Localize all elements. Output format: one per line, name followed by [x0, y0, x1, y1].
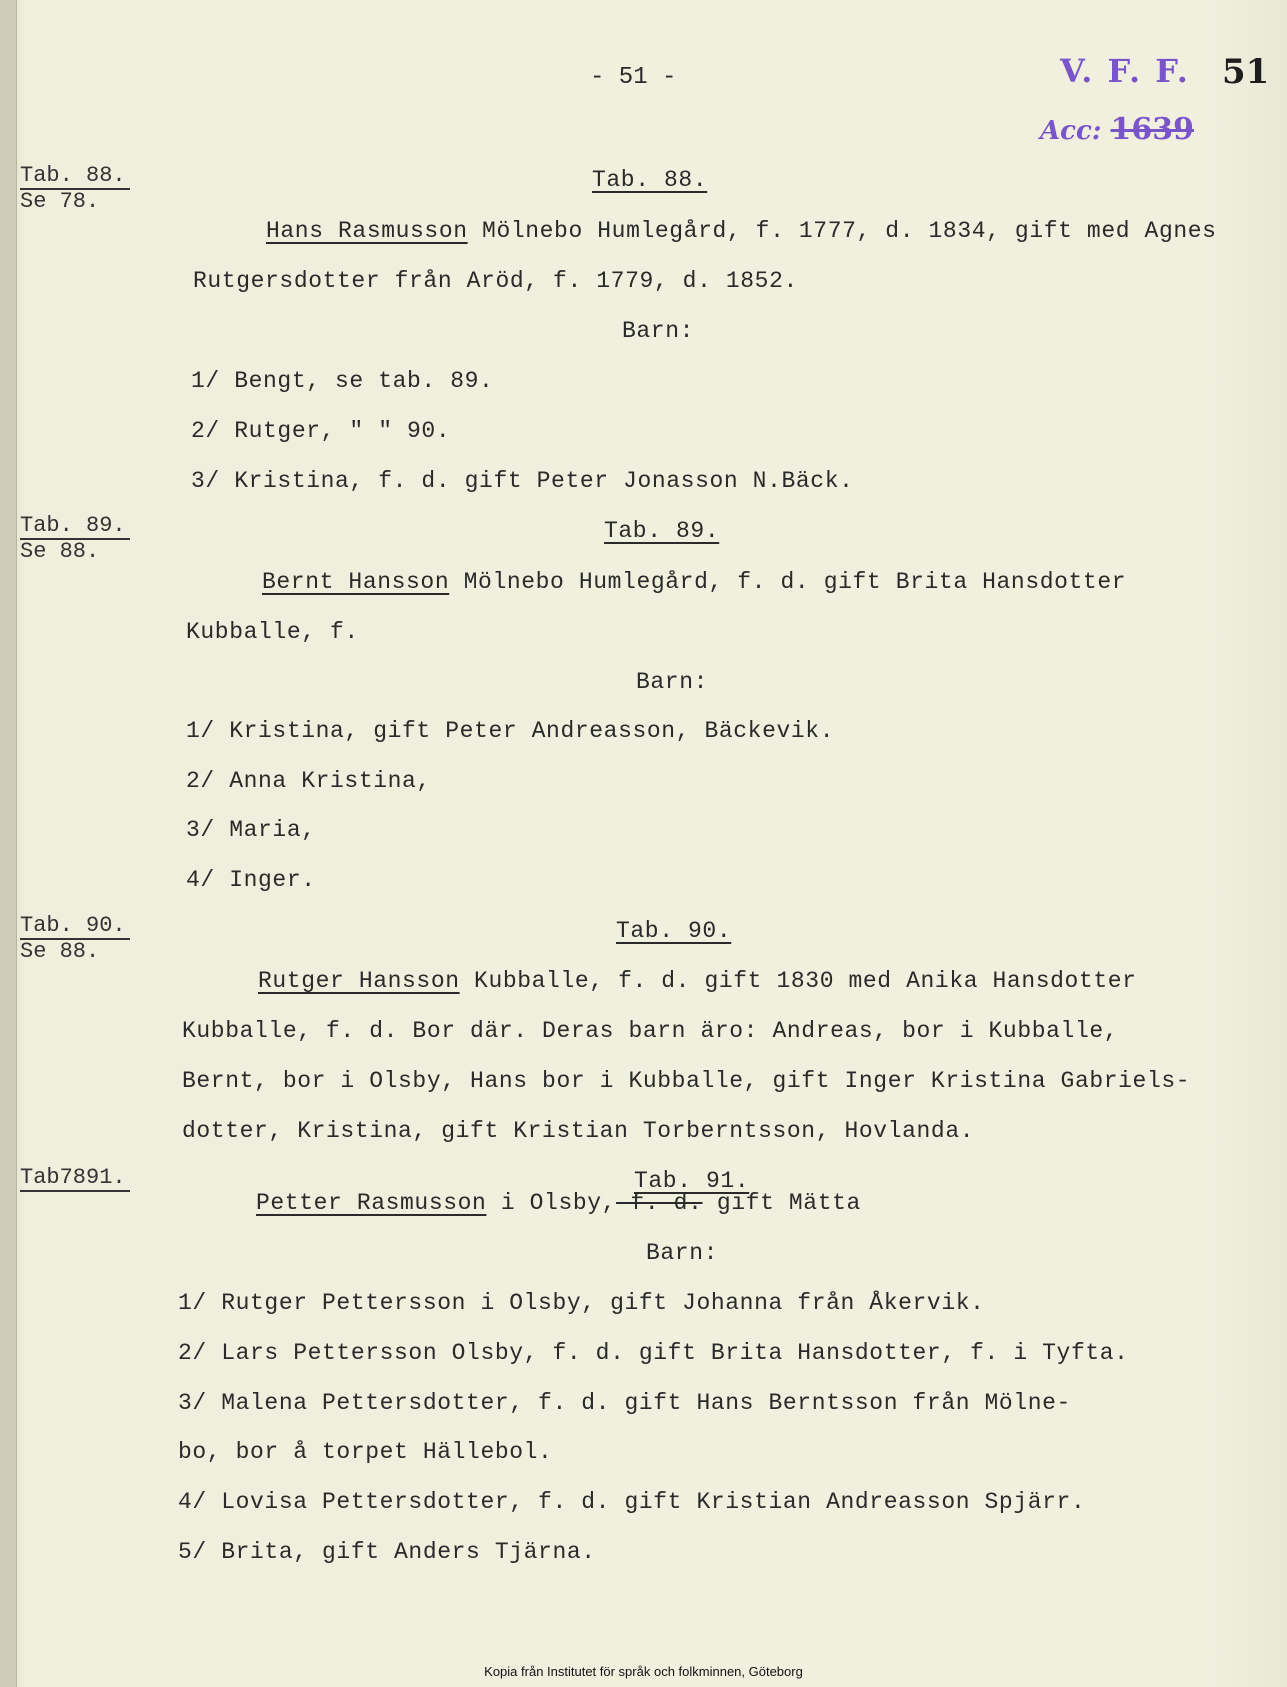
t91-barn: Barn: [646, 1240, 719, 1266]
section-heading-90: Tab. 90. [616, 918, 732, 944]
t89-line1 [262, 569, 1126, 595]
t91-name: Petter Rasmusson [256, 1190, 487, 1216]
t91-line1-end: gift Mätta [702, 1190, 861, 1216]
stamp-acc-number: 1639 [1110, 112, 1194, 147]
section-heading-91: Tab. 91. [634, 1168, 750, 1194]
t89-child-4: 4/ Inger. [186, 867, 316, 893]
t88-child-1: 1/ Bengt, se tab. 89. [191, 368, 494, 394]
t88-child-3: 3/ Kristina, f. d. gift Peter Jonasson N.Bäck. [191, 468, 854, 494]
t91-child-3: 3/ Malena Pettersdotter, f. d. gift Hans Berntsson från Mölne- [178, 1390, 1071, 1416]
t88-line2: Rutgersdotter från Aröd, f. 1779, d. 1852. [193, 268, 798, 294]
section-heading-88: Tab. 88. [592, 167, 708, 193]
margin-note-89 [20, 514, 130, 564]
page-binding-edge [0, 0, 17, 1687]
t91-line1 [256, 1190, 861, 1216]
t91-child-2: 2/ Lars Pettersson Olsby, f. d. gift Brita Hansdotter, f. i Tyfta. [178, 1340, 1129, 1366]
margin-note-88 [20, 164, 130, 214]
t91-child-4: 4/ Lovisa Pettersdotter, f. d. gift Kristian Andreasson Spjärr. [178, 1489, 1086, 1515]
t90-line1 [258, 968, 1137, 994]
stamp-top: V. F. F. [1060, 52, 1190, 90]
corner-page-number: 51 [1222, 52, 1270, 92]
margin-se: Se 88. [20, 939, 100, 964]
t89-barn: Barn: [636, 669, 709, 695]
t91-line1-mid: i Olsby, [486, 1190, 617, 1216]
margin-tab: Tab7891. [20, 1166, 130, 1192]
t89-line2: Kubballe, f. [186, 619, 359, 645]
t89-line1-rest: Mölnebo Humlegård, f. d. gift Brita Hansdotter [449, 569, 1127, 595]
t88-name: Hans Rasmusson [266, 218, 468, 244]
t89-name: Bernt Hansson [262, 569, 450, 595]
t91-line1-struck: f. d. [616, 1190, 703, 1216]
t88-barn: Barn: [622, 318, 695, 344]
margin-tab: Tab. 90. [20, 914, 130, 940]
margin-se: Se 88. [20, 539, 100, 564]
t88-line1-rest: Mölnebo Humlegård, f. 1777, d. 1834, gift med Agnes [467, 218, 1217, 244]
t91-child-1: 1/ Rutger Pettersson i Olsby, gift Johanna från Åkervik. [178, 1290, 985, 1316]
section-heading-89: Tab. 89. [604, 518, 720, 544]
t88-line1 [266, 218, 1217, 244]
t90-line4: dotter, Kristina, gift Kristian Torberntsson, Hovlanda. [182, 1118, 975, 1144]
accession-stamp [1040, 112, 1194, 147]
t90-name: Rutger Hansson [258, 968, 460, 994]
t89-child-2: 2/ Anna Kristina, [186, 768, 431, 794]
t90-line1-rest: Kubballe, f. d. gift 1830 med Anika Hansdotter [459, 968, 1137, 994]
page-number: - 51 - [590, 64, 677, 91]
t90-line2: Kubballe, f. d. Bor där. Deras barn äro: Andreas, bor i Kubballe, [182, 1018, 1119, 1044]
t91-child-3-cont: bo, bor å torpet Hällebol. [178, 1439, 553, 1465]
archive-stamp [1060, 52, 1190, 90]
copy-notice-footer: Kopia från Institutet för språk och folkminnen, Göteborg [484, 1664, 803, 1679]
margin-tab: Tab. 89. [20, 514, 130, 540]
margin-tab: Tab. 88. [20, 164, 130, 190]
t89-child-3: 3/ Maria, [186, 817, 316, 843]
stamp-acc-label: Acc: [1040, 116, 1102, 146]
margin-se: Se 78. [20, 189, 100, 214]
t91-child-5: 5/ Brita, gift Anders Tjärna. [178, 1539, 596, 1565]
margin-note-91 [20, 1166, 130, 1192]
t89-child-1: 1/ Kristina, gift Peter Andreasson, Bäckevik. [186, 718, 835, 744]
t88-child-2: 2/ Rutger, " " 90. [191, 418, 451, 444]
t90-line3: Bernt, bor i Olsby, Hans bor i Kubballe, gift Inger Kristina Gabriels- [182, 1068, 1191, 1094]
margin-note-90 [20, 914, 130, 964]
